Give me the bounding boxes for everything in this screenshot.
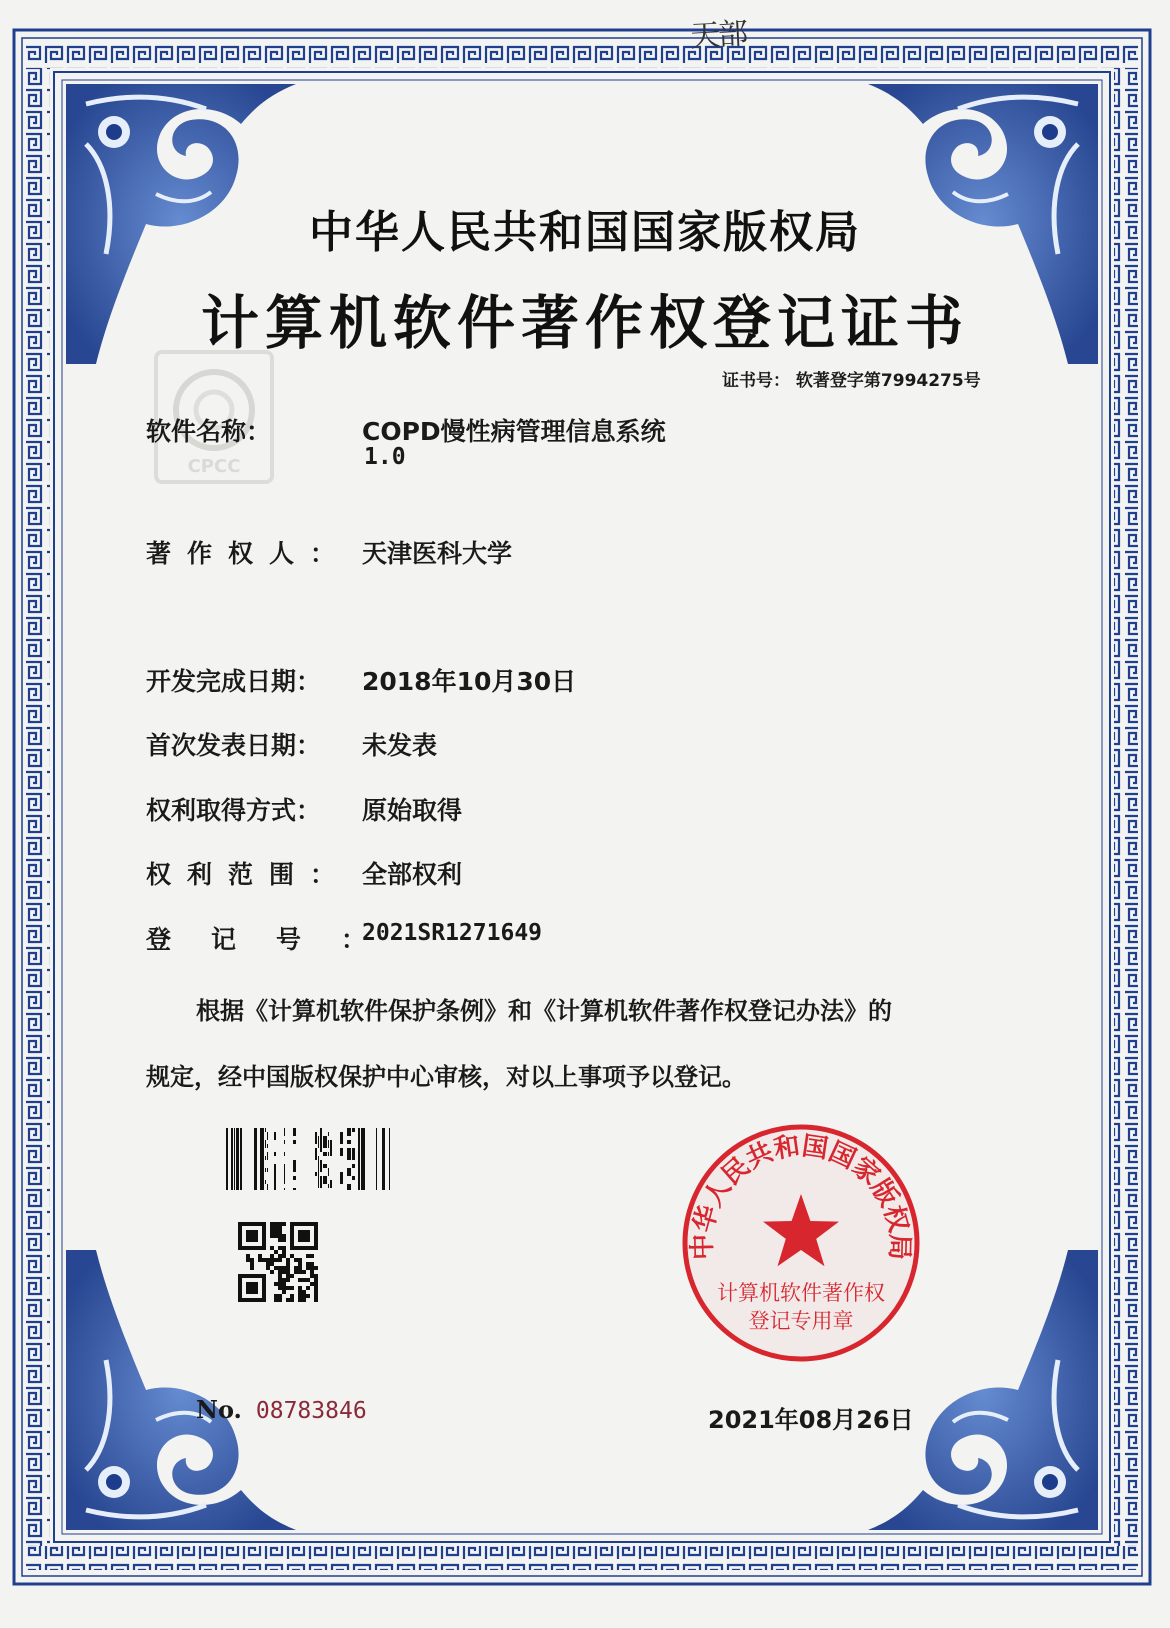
- certificate-title: 计算机软件著作权登记证书: [200, 289, 969, 357]
- first-publication-value: 未发表: [362, 731, 438, 760]
- copyright-owner-value: 天津医科大学: [362, 539, 513, 568]
- seal-outer-text: 中华人民共和国国家版权局: [687, 1131, 915, 1261]
- field-label: 软件名称：: [146, 417, 272, 446]
- field-label: 登记号：: [146, 925, 407, 954]
- field-label: 首次发表日期：: [146, 731, 322, 760]
- serial-number: [196, 1395, 367, 1424]
- software-name-value: COPD慢性病管理信息系统: [362, 417, 666, 446]
- handwritten-note: 天部: [689, 16, 748, 55]
- issuer-title: 中华人民共和国国家版权局: [309, 207, 861, 258]
- acquisition-method-value: 原始取得: [362, 796, 463, 825]
- field-label: 著作权人：: [146, 539, 352, 568]
- seal-inner-line-2: 登记专用章: [748, 1309, 854, 1333]
- certificate-number: 证书号： 软著登字第7994275号: [722, 371, 981, 391]
- scope-of-rights-value: 全部权利: [362, 860, 463, 889]
- field-label: 开发完成日期：: [146, 667, 322, 696]
- seal-inner-line-1: 计算机软件著作权: [717, 1281, 885, 1305]
- qr-code: [238, 1222, 318, 1302]
- serial-prefix: No.: [196, 1395, 242, 1424]
- statement-line-1: 根据《计算机软件保护条例》和《计算机软件著作权登记办法》的: [196, 997, 892, 1025]
- official-seal: [676, 1118, 926, 1368]
- watermark-text: CPCC: [187, 456, 241, 477]
- serial-value: 08783846: [255, 1398, 367, 1424]
- issue-date: 2021年08月26日: [708, 1406, 914, 1434]
- field-label: 权利范围：: [146, 860, 352, 889]
- statement-line-2: 规定，经中国版权保护中心审核，对以上事项予以登记。: [146, 1063, 746, 1091]
- software-version-value: 1.0: [364, 444, 406, 470]
- registration-number-value: 2021SR1271649: [362, 920, 543, 946]
- barcode: [226, 1128, 398, 1190]
- completion-date-value: 2018年10月30日: [362, 667, 577, 696]
- field-label: 权利取得方式：: [146, 796, 322, 825]
